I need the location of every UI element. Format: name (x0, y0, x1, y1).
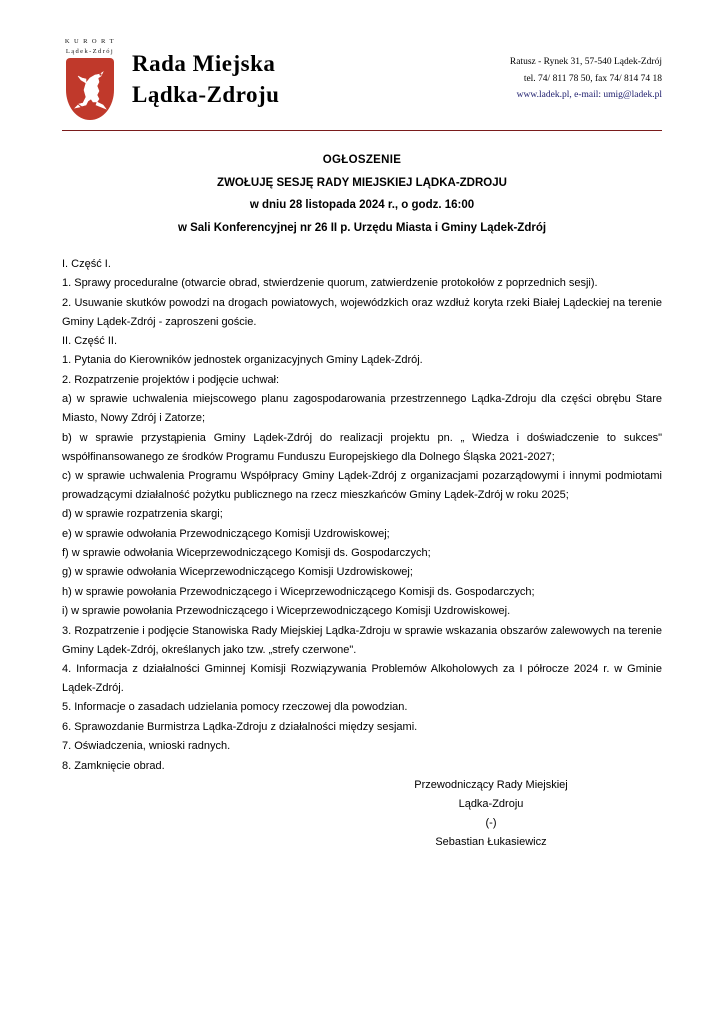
contact-phone: tel. 74/ 811 78 50, fax 74/ 814 74 18 (523, 73, 662, 84)
lion-rampant-icon (73, 66, 107, 110)
signature-block (326, 776, 656, 852)
signature-org: Lądka-Zdroju (458, 798, 524, 811)
agenda-paragraph: g) w sprawie odwołania Wiceprzewodniczącego Komisji Uzdrowiskowej; (62, 566, 413, 579)
title-heading: OGŁOSZENIE (322, 154, 402, 167)
organization-name-line1: Rada Miejska (132, 51, 276, 76)
agenda-paragraph: 2. Rozpatrzenie projektów i podjęcie uchwał: (62, 373, 280, 386)
agenda-paragraph: e) w sprawie odwołania Przewodniczącego Komisji Uzdrowiskowej; (62, 527, 390, 540)
agenda-paragraph: d) w sprawie rozpatrzenia skargi; (62, 508, 223, 521)
agenda-body (62, 255, 662, 775)
signature-mark: (-) (485, 817, 497, 830)
agenda-paragraph: 8. Zamknięcie obrad. (62, 759, 165, 772)
agenda-paragraph: 1. Sprawy proceduralne (otwarcie obrad, stwierdzenie quorum, zatwierdzenie protokołów z poprzednich sesji). (62, 277, 598, 290)
agenda-paragraph: a) w sprawie uchwalenia miejscowego planu zagospodarowania przestrzennego Lądka-Zdroju dla części obrębu Stare Miasto, Nowy Zdrój i Zatorze; (62, 393, 662, 425)
organization-name (132, 38, 279, 110)
title-line-4: w Sali Konferencyjnej nr 26 II p. Urzędu Miasta i Gminy Lądek-Zdrój (177, 221, 547, 234)
contact-web-email: www.ladek.pl, e-mail: umig@ladek.pl (516, 90, 662, 101)
agenda-paragraph: 2. Usuwanie skutków powodzi na drogach powiatowych, wojewódzkich oraz wzdłuż koryta rzeki Białej Lądeckiej na terenie Gminy Lądek-Zdrój - zaproszeni goście. (62, 296, 662, 328)
organization-name-line2: Lądka-Zdroju (132, 82, 280, 108)
signature-role: Przewodniczący Rady Miejskiej (414, 779, 568, 792)
header-divider (62, 130, 662, 131)
announcement-title (62, 149, 662, 239)
agenda-paragraph: c) w sprawie uchwalenia Programu Współpracy Gminy Lądek-Zdrój z organizacjami pozarządowymi i innymi podmiotami prowadzącymi działalność pożytku publicznego na rzecz mieszkańców Gminy Lądek-Zdrój w roku 2025; (62, 469, 662, 501)
agenda-paragraph: 7. Oświadczenia, wnioski radnych. (62, 740, 231, 753)
agenda-paragraph: I. Część I. (62, 257, 111, 270)
brand-block (62, 38, 279, 120)
coat-of-arms (62, 38, 118, 120)
crest-caption-kurort: K U R O R T (64, 38, 116, 45)
contact-block (510, 38, 662, 104)
agenda-paragraph: 1. Pytania do Kierowników jednostek organizacyjnych Gminy Lądek-Zdrój. (62, 354, 423, 367)
agenda-paragraph: 3. Rozpatrzenie i podjęcie Stanowiska Rady Miejskiej Lądka-Zdroju w sprawie wskazania obszarów zalewowych na terenie Gminy Lądek-Zdrój, określanych jako tzw. „strefy czerwone". (62, 624, 662, 656)
agenda-paragraph: 5. Informacje o zasadach udzielania pomocy rzeczowej dla powodzian. (62, 701, 408, 714)
agenda-paragraph: i) w sprawie powołania Przewodniczącego i Wiceprzewodniczącego Komisji Uzdrowiskowej. (62, 605, 511, 618)
contact-address: Ratusz - Rynek 31, 57-540 Lądek-Zdrój (509, 57, 662, 67)
signature-name: Sebastian Łukasiewicz (435, 836, 547, 849)
agenda-paragraph: h) w sprawie powołania Przewodniczącego i Wiceprzewodniczącego Komisji ds. Gospodarczych; (62, 585, 535, 598)
shield-icon (66, 58, 114, 120)
agenda-paragraph: b) w sprawie przystąpienia Gminy Lądek-Zdrój do realizacji projektu pn. „ Wiedza i doświadczenie to sukces" współfinansowanego ze środków Programu Funduszu Europejskiego dla Dolnego Śląska 2021-2027; (62, 431, 662, 463)
agenda-paragraph: II. Część II. (62, 335, 118, 348)
agenda-paragraph: 6. Sprawozdanie Burmistrza Lądka-Zdroju z działalności między sesjami. (62, 720, 418, 733)
agenda-paragraph: f) w sprawie odwołania Wiceprzewodniczącego Komisji ds. Gospodarczych; (62, 547, 431, 560)
crest-caption-city: Lądek-Zdrój (65, 48, 115, 56)
title-line-2: ZWOŁUJĘ SESJĘ RADY MIEJSKIEJ LĄDKA-ZDROJU (217, 176, 507, 189)
title-line-3: w dniu 28 listopada 2024 r., o godz. 16:00 (249, 199, 475, 212)
agenda-paragraph: 4. Informacja z działalności Gminnej Komisji Rozwiązywania Problemów Alkoholowych za I półrocze 2024 r. w Gminie Lądek-Zdrój. (62, 662, 662, 694)
letterhead (62, 30, 662, 120)
